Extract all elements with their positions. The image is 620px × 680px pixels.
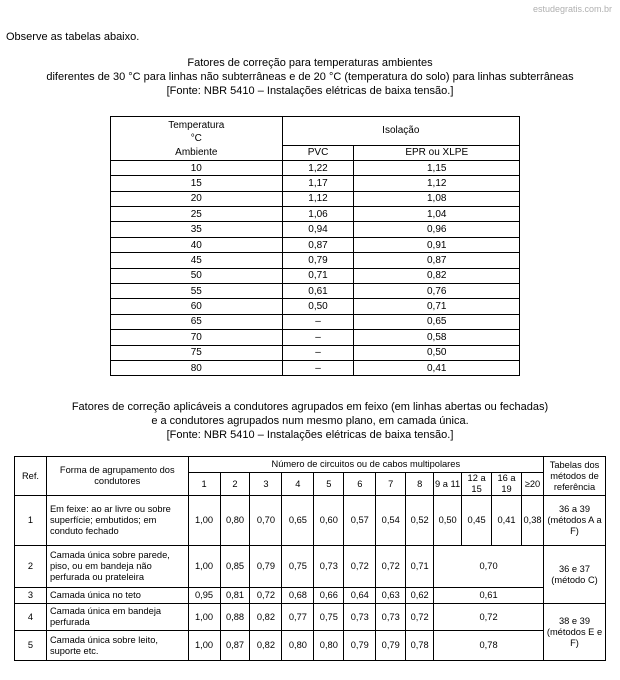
ref-cell: 3 bbox=[15, 588, 47, 604]
temperature-cell: 60 bbox=[111, 299, 283, 314]
table2-caption bbox=[0, 400, 620, 442]
numero-header: Número de circuitos ou de cabos multipolares bbox=[188, 457, 543, 473]
circuit-count-header: 7 bbox=[376, 473, 406, 496]
temperature-cell: 50 bbox=[111, 268, 283, 283]
grouping-row bbox=[15, 496, 606, 546]
epr-factor-cell: 1,12 bbox=[354, 176, 520, 191]
temperature-cell: 20 bbox=[111, 191, 283, 206]
factor-cell: 0,72 bbox=[344, 546, 376, 588]
factor-cell: 0,64 bbox=[344, 588, 376, 604]
temperature-cell: 65 bbox=[111, 314, 283, 329]
table2-caption-line: e a condutores agrupados num mesmo plano, em camada única. bbox=[151, 415, 469, 427]
factor-cell: 0,79 bbox=[250, 546, 282, 588]
merged-factor-cell: 0,72 bbox=[434, 604, 544, 631]
temp-header bbox=[111, 117, 283, 146]
isolacao-header: Isolação bbox=[282, 117, 519, 146]
pvc-factor-cell: 0,79 bbox=[282, 253, 354, 268]
factor-cell: 0,63 bbox=[376, 588, 406, 604]
pvc-factor-cell: 0,50 bbox=[282, 299, 354, 314]
table2-caption-line: Fatores de correção aplicáveis a condutores agrupados em feixo (em linhas abertas ou fechadas) bbox=[71, 401, 549, 413]
pvc-factor-cell: – bbox=[282, 314, 354, 329]
temperature-correction-table bbox=[110, 116, 520, 376]
factor-cell: 0,82 bbox=[250, 604, 282, 631]
table1-caption-line: [Fonte: NBR 5410 – Instalações elétricas de baixa tensão.] bbox=[166, 85, 454, 97]
pvc-header: PVC bbox=[282, 145, 354, 160]
factor-cell: 0,62 bbox=[406, 588, 434, 604]
factor-cell: 0,50 bbox=[434, 496, 462, 546]
temperature-row bbox=[111, 299, 520, 314]
epr-factor-cell: 0,50 bbox=[354, 345, 520, 360]
factor-cell: 0,77 bbox=[282, 604, 314, 631]
temperature-row bbox=[111, 330, 520, 345]
epr-factor-cell: 0,76 bbox=[354, 284, 520, 299]
factor-cell: 0,57 bbox=[344, 496, 376, 546]
temperature-cell: 10 bbox=[111, 160, 283, 175]
site-watermark: estudegratis.com.br bbox=[532, 4, 612, 14]
temperature-row bbox=[111, 176, 520, 191]
tabelas-header: Tabelas dos métodos de referência bbox=[544, 457, 606, 496]
factor-cell: 0,45 bbox=[462, 496, 492, 546]
circuit-count-header: 3 bbox=[250, 473, 282, 496]
temperature-cell: 75 bbox=[111, 345, 283, 360]
factor-cell: 1,00 bbox=[188, 546, 220, 588]
pvc-factor-cell: 1,22 bbox=[282, 160, 354, 175]
factor-cell: 0,65 bbox=[282, 496, 314, 546]
grouping-description-cell: Camada única sobre leito, suporte etc. bbox=[46, 631, 188, 661]
factor-cell: 0,72 bbox=[376, 546, 406, 588]
factor-cell: 0,87 bbox=[220, 631, 250, 661]
pvc-factor-cell: 1,17 bbox=[282, 176, 354, 191]
factor-cell: 1,00 bbox=[188, 604, 220, 631]
circuit-count-header: 4 bbox=[282, 473, 314, 496]
table1-caption-line: Fatores de correção para temperaturas ambientes bbox=[187, 57, 433, 69]
grouping-description-cell: Camada única no teto bbox=[46, 588, 188, 604]
factor-cell: 0,70 bbox=[250, 496, 282, 546]
temperature-row bbox=[111, 207, 520, 222]
circuit-count-header: ≥20 bbox=[522, 473, 544, 496]
table2-caption-line: [Fonte: NBR 5410 – Instalações elétricas de baixa tensão.] bbox=[166, 429, 454, 441]
factor-cell: 0,95 bbox=[188, 588, 220, 604]
circuit-count-header: 9 a 11 bbox=[434, 473, 462, 496]
table1-caption bbox=[0, 56, 620, 98]
temperature-row bbox=[111, 237, 520, 252]
pvc-factor-cell: – bbox=[282, 345, 354, 360]
temperature-row bbox=[111, 191, 520, 206]
temperature-cell: 25 bbox=[111, 207, 283, 222]
pvc-factor-cell: 0,71 bbox=[282, 268, 354, 283]
factor-cell: 0,79 bbox=[344, 631, 376, 661]
factor-cell: 0,78 bbox=[406, 631, 434, 661]
grouping-row bbox=[15, 546, 606, 588]
epr-factor-cell: 1,15 bbox=[354, 160, 520, 175]
factor-cell: 0,79 bbox=[376, 631, 406, 661]
factor-cell: 1,00 bbox=[188, 631, 220, 661]
ref-cell: 2 bbox=[15, 546, 47, 588]
factor-cell: 0,75 bbox=[314, 604, 344, 631]
grouping-description-cell: Camada única sobre parede, piso, ou em bandeja não perfurada ou prateleira bbox=[46, 546, 188, 588]
temperature-cell: 45 bbox=[111, 253, 283, 268]
factor-cell: 0,80 bbox=[220, 496, 250, 546]
merged-factor-cell: 0,70 bbox=[434, 546, 544, 588]
pvc-factor-cell: – bbox=[282, 330, 354, 345]
forma-header: Forma de agrupamento dos condutores bbox=[46, 457, 188, 496]
epr-factor-cell: 1,08 bbox=[354, 191, 520, 206]
epr-factor-cell: 0,58 bbox=[354, 330, 520, 345]
circuit-count-header: 16 a 19 bbox=[492, 473, 522, 496]
factor-cell: 0,66 bbox=[314, 588, 344, 604]
factor-cell: 0,88 bbox=[220, 604, 250, 631]
circuit-count-header: 5 bbox=[314, 473, 344, 496]
temperature-cell: 40 bbox=[111, 237, 283, 252]
pvc-factor-cell: – bbox=[282, 360, 354, 375]
ambiente-header: Ambiente bbox=[111, 145, 283, 160]
factor-cell: 0,72 bbox=[250, 588, 282, 604]
factor-cell: 0,81 bbox=[220, 588, 250, 604]
temperature-row bbox=[111, 222, 520, 237]
grouping-description-cell: Camada única em bandeja perfurada bbox=[46, 604, 188, 631]
reference-tables-cell: 36 e 37 (método C) bbox=[544, 546, 606, 604]
factor-cell: 0,85 bbox=[220, 546, 250, 588]
circuit-count-header: 8 bbox=[406, 473, 434, 496]
temperature-cell: 55 bbox=[111, 284, 283, 299]
factor-cell: 0,82 bbox=[250, 631, 282, 661]
circuit-count-header: 6 bbox=[344, 473, 376, 496]
epr-factor-cell: 1,04 bbox=[354, 207, 520, 222]
ref-cell: 5 bbox=[15, 631, 47, 661]
reference-tables-cell: 38 e 39 (métodos E e F) bbox=[544, 604, 606, 661]
factor-cell: 0,75 bbox=[282, 546, 314, 588]
ref-header: Ref. bbox=[15, 457, 47, 496]
pvc-factor-cell: 0,94 bbox=[282, 222, 354, 237]
epr-factor-cell: 0,41 bbox=[354, 360, 520, 375]
grouping-correction-table bbox=[14, 456, 606, 661]
pvc-factor-cell: 1,06 bbox=[282, 207, 354, 222]
temp-header-line: Temperatura bbox=[168, 120, 225, 131]
circuit-count-header: 1 bbox=[188, 473, 220, 496]
pvc-factor-cell: 1,12 bbox=[282, 191, 354, 206]
temperature-row bbox=[111, 253, 520, 268]
reference-tables-cell: 36 a 39 (métodos A a F) bbox=[544, 496, 606, 546]
temperature-table-body bbox=[111, 160, 520, 375]
temperature-row bbox=[111, 360, 520, 375]
grouping-row bbox=[15, 631, 606, 661]
epr-factor-cell: 0,71 bbox=[354, 299, 520, 314]
factor-cell: 1,00 bbox=[188, 496, 220, 546]
factor-cell: 0,80 bbox=[314, 631, 344, 661]
factor-cell: 0,68 bbox=[282, 588, 314, 604]
factor-cell: 0,60 bbox=[314, 496, 344, 546]
temperature-cell: 35 bbox=[111, 222, 283, 237]
temperature-cell: 70 bbox=[111, 330, 283, 345]
temperature-row bbox=[111, 345, 520, 360]
circuit-count-header: 2 bbox=[220, 473, 250, 496]
factor-cell: 0,73 bbox=[314, 546, 344, 588]
grouping-description-cell: Em feixe: ao ar livre ou sobre superfície; embutidos; em conduto fechado bbox=[46, 496, 188, 546]
merged-factor-cell: 0,78 bbox=[434, 631, 544, 661]
factor-cell: 0,73 bbox=[344, 604, 376, 631]
circuit-count-header: 12 a 15 bbox=[462, 473, 492, 496]
factor-cell: 0,72 bbox=[406, 604, 434, 631]
epr-factor-cell: 0,91 bbox=[354, 237, 520, 252]
intro-text: Observe as tabelas abaixo. bbox=[6, 31, 140, 43]
temp-header-line: °C bbox=[190, 133, 202, 144]
factor-cell: 0,80 bbox=[282, 631, 314, 661]
grouping-row bbox=[15, 604, 606, 631]
factor-cell: 0,52 bbox=[406, 496, 434, 546]
factor-cell: 0,38 bbox=[522, 496, 544, 546]
temperature-row bbox=[111, 160, 520, 175]
ref-cell: 4 bbox=[15, 604, 47, 631]
grouping-table-body bbox=[15, 496, 606, 661]
grouping-row bbox=[15, 588, 606, 604]
pvc-factor-cell: 0,87 bbox=[282, 237, 354, 252]
epr-factor-cell: 0,65 bbox=[354, 314, 520, 329]
epr-factor-cell: 0,82 bbox=[354, 268, 520, 283]
table1-caption-line: diferentes de 30 °C para linhas não subterrâneas e de 20 °C (temperatura do solo) para linhas subterrâneas bbox=[46, 71, 574, 83]
ref-cell: 1 bbox=[15, 496, 47, 546]
factor-cell: 0,71 bbox=[406, 546, 434, 588]
pvc-factor-cell: 0,61 bbox=[282, 284, 354, 299]
epr-factor-cell: 0,87 bbox=[354, 253, 520, 268]
merged-factor-cell: 0,61 bbox=[434, 588, 544, 604]
temperature-row bbox=[111, 284, 520, 299]
factor-cell: 0,41 bbox=[492, 496, 522, 546]
temperature-cell: 80 bbox=[111, 360, 283, 375]
epr-header: EPR ou XLPE bbox=[354, 145, 520, 160]
factor-cell: 0,73 bbox=[376, 604, 406, 631]
temperature-cell: 15 bbox=[111, 176, 283, 191]
epr-factor-cell: 0,96 bbox=[354, 222, 520, 237]
temperature-row bbox=[111, 314, 520, 329]
temperature-row bbox=[111, 268, 520, 283]
factor-cell: 0,54 bbox=[376, 496, 406, 546]
